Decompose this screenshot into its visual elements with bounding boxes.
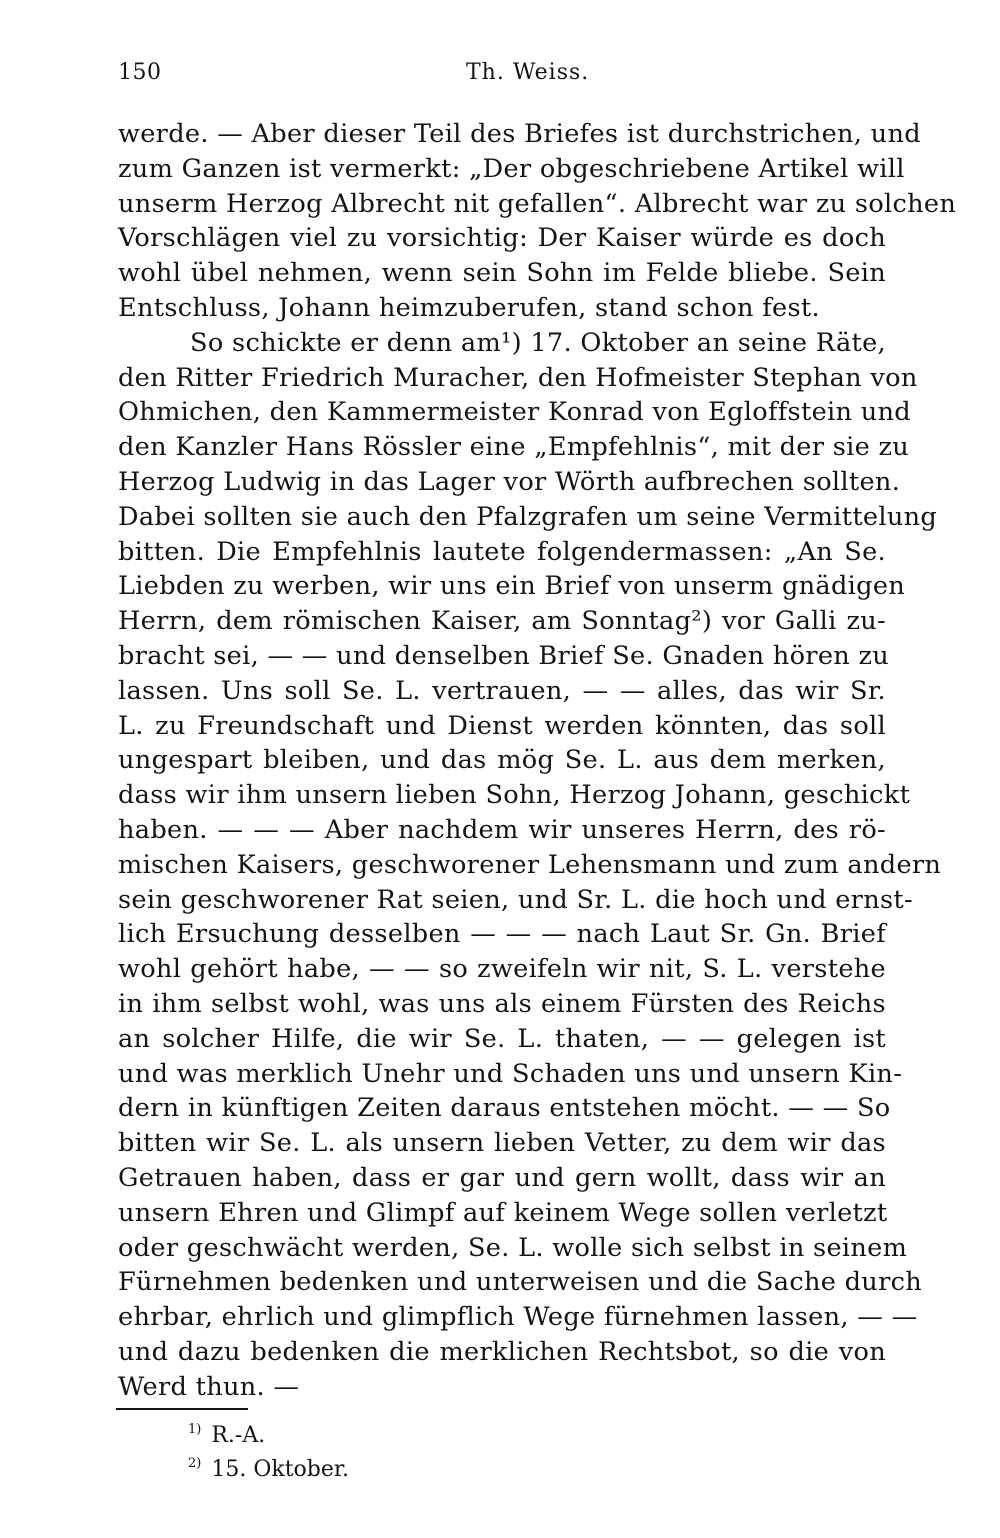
text-line: lich Ersuchung desselben — — — nach Laut Sr. Gn. Brief: [118, 919, 886, 950]
text-line: Vorschlägen viel zu vorsichtig: Der Kaiser würde es doch: [118, 223, 886, 254]
text-line: L. zu Freundschaft und Dienst werden könnten, das soll: [118, 710, 886, 741]
text-line: dern in künftigen Zeiten daraus entstehen möcht. — — So: [118, 1093, 891, 1124]
text-line: zum Ganzen ist vermerkt: „Der obgeschriebene Artikel will: [118, 153, 905, 184]
text-line: oder geschwächt werden, Se. L. wolle sich selbst in seinem: [118, 1232, 908, 1263]
text-line: Dabei sollten sie auch den Pfalzgrafen um seine Vermittelung: [118, 501, 938, 532]
text-line: Ohmichen, den Kammermeister Konrad von Egloffstein und: [118, 397, 911, 428]
text-line: bitten. Die Empfehlnis lautete folgendermassen: „An Se.: [118, 536, 886, 567]
text-line: wohl übel nehmen, wenn sein Sohn im Felde bliebe. Sein: [118, 258, 886, 289]
text-line: Herzog Ludwig in das Lager vor Wörth aufbrechen sollten.: [118, 466, 901, 497]
footnotes: [188, 1413, 349, 1481]
text-line: Fürnehmen bedenken und unterweisen und die Sache durch: [118, 1267, 923, 1298]
text-line: unserm Herzog Albrecht nit gefallen“. Albrecht war zu solchen: [118, 188, 957, 219]
text-line: bracht sei, — — und denselben Brief Se. Gnaden hören zu: [118, 640, 890, 671]
text-line: mischen Kaisers, geschworener Lehensmann und zum andern: [118, 849, 942, 880]
footnote-text: R.-A.: [211, 1423, 266, 1448]
text-line: ungespart bleiben, und das mög Se. L. aus dem merken,: [118, 745, 886, 776]
footnote: [188, 1413, 349, 1447]
text-line: wohl gehört habe, — — so zweifeln wir nit, S. L. verstehe: [118, 954, 886, 985]
text-line: Getrauen haben, dass er gar und gern wollt, dass wir an: [118, 1162, 886, 1193]
text-line: in ihm selbst wohl, was uns als einem Fürsten des Reichs: [118, 988, 886, 1019]
text-line: den Kanzler Hans Rössler eine „Empfehlnis“, mit der sie zu: [118, 432, 910, 463]
text-line: und was merklich Unehr und Schaden uns und unsern Kin-: [118, 1058, 903, 1089]
text-line: bitten wir Se. L. als unsern lieben Vetter, zu dem wir das: [118, 1128, 886, 1159]
footnote: [188, 1447, 349, 1481]
text-line: Werd thun. —: [118, 1371, 300, 1402]
text-line: unsern Ehren und Glimpf auf keinem Wege sollen verletzt: [118, 1197, 888, 1228]
page-number: 150: [118, 60, 162, 85]
running-title: Th. Weiss.: [466, 60, 590, 85]
text-line: haben. — — — Aber nachdem wir unseres Herrn, des rö-: [118, 814, 886, 845]
footnote-marker: 2): [188, 1456, 202, 1471]
text-line: Liebden zu werben, wir uns ein Brief von unserm gnädigen: [118, 571, 906, 602]
body-text: [118, 117, 957, 1404]
text-line: werde. — Aber dieser Teil des Briefes ist durchstrichen, und: [118, 119, 921, 149]
text-line: lassen. Uns soll Se. L. vertrauen, — — alles, das wir Sr.: [118, 675, 886, 706]
text-line: ehrbar, ehrlich und glimpflich Wege fürnehmen lassen, — —: [118, 1302, 918, 1333]
text-line: und dazu bedenken die merklichen Rechtsbot, so die von: [118, 1336, 886, 1367]
text-line: Herrn, dem römischen Kaiser, am Sonntag²) vor Galli zu-: [118, 606, 886, 637]
text-line: den Ritter Friedrich Muracher, den Hofmeister Stephan von: [118, 362, 918, 393]
text-line: an solcher Hilfe, die wir Se. L. thaten, — — gelegen ist: [118, 1023, 886, 1054]
text-line: dass wir ihm unsern lieben Sohn, Herzog Johann, geschickt: [118, 780, 911, 811]
footnote-divider: [116, 1408, 248, 1410]
text-line: Entschluss, Johann heimzuberufen, stand schon fest.: [118, 292, 820, 323]
footnote-marker: 1): [188, 1422, 202, 1437]
text-line: So schickte er denn am¹) 17. Oktober an seine Räte,: [190, 327, 886, 358]
footnote-text: 15. Oktober.: [211, 1457, 349, 1482]
text-line: sein geschworener Rat seien, und Sr. L. die hoch und ernst-: [118, 884, 913, 915]
